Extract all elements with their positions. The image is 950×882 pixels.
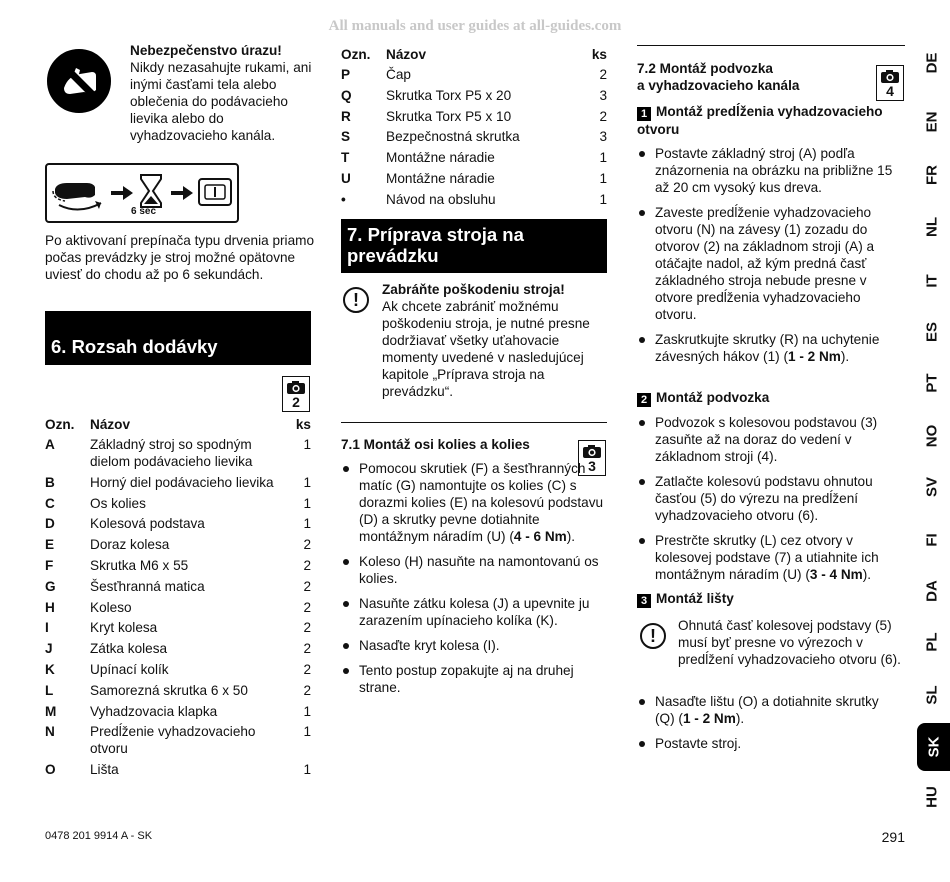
part-code: B [45,474,55,490]
part-code: E [45,537,55,553]
part-name: Vyhadzovacia klapka [90,703,218,719]
part-name: Čap [386,67,411,82]
col-name-header: Názov [90,417,131,432]
part-qty: 2 [303,557,311,573]
table-row [45,703,311,724]
torque-value: 3 - 4 Nm [809,567,863,582]
injury-warning [130,42,315,144]
part-name: Bezpečnostná skrutka [386,129,520,145]
bent-part-notice: Ohnutá časť kolesovej podstavy (5) musí byť presne vo výrezoch v predĺžení vyhadzovacieho otvoru (6). [678,618,901,667]
delivery-parts-table [45,416,311,782]
language-tab-label: DA [923,580,941,602]
language-tab-label: NO [923,424,941,448]
step-text: ). [735,711,745,726]
language-tab-label: IT [923,274,941,288]
language-tab-label: SV [923,476,941,498]
language-tab-label: FI [923,533,941,547]
section-7-2-heading [637,60,857,94]
language-tab-fr[interactable] [922,160,942,190]
torque-value: 1 - 2 Nm [787,349,841,364]
part-code: G [45,578,56,594]
switch-note: Po aktivovaní prepínača typu drvenia priamo počas prevádzky je stroj možné opätovne uviesť do chodu až po 6 sekundách. [45,233,315,282]
injury-warning-title: Nebezpečenstvo úrazu! [130,43,282,58]
torque-value: 1 - 2 Nm [682,711,736,726]
part-code: O [45,762,56,778]
col-name-header: Názov [386,47,427,62]
part-code: F [45,557,54,573]
step-2-heading [637,389,769,407]
step-text: Zaveste predĺženie vyhadzovacieho otvoru (N) na závesy (1) zozadu do otvorov (2) na základnom stroji (A) a otáčajte nadol, až kým predná časť základného stroja nebude presne v otvore predĺženia vyhadzovacieho otvoru. [655,205,875,322]
step-text: Postavte základný stroj (A) podľa znázornenia na obrázku na približne 15 až 20 cm vysoký kus dreva. [655,146,893,195]
language-tab-hu[interactable] [922,782,942,812]
step-text: Koleso (H) nasuňte na namontovanú os kolies. [359,554,599,586]
list-item [637,145,897,196]
watermark: All manuals and user guides at all-guides.com [328,18,622,34]
table-row [341,87,607,108]
table-row [341,66,607,87]
part-name: Kryt kolesa [90,620,158,636]
table-row [341,170,607,191]
table-row [341,128,607,149]
step-1-heading [637,103,887,138]
language-tab-label: EN [923,111,941,133]
part-name: Kolesová podstava [90,516,205,532]
step-number-badge: 1 [637,107,651,121]
table-row [45,495,311,516]
language-tab-label: PT [923,373,941,393]
step-text: Podvozok s kolesovou podstavou (3) zasuňte až na doraz do vedení v základnom stroji (4). [655,415,878,464]
part-code: I [45,620,49,636]
part-code: C [45,495,55,511]
list-item [637,414,897,465]
part-qty: 1 [599,170,607,186]
part-code: J [45,641,53,657]
table-row [341,191,607,212]
damage-warning-text: Ak chcete zabrániť možnému poškodeniu stroja, je nutné presne dodržiavať všetky uťahovacie momenty uvedené v nasledujúcej kapitole „Príprava stroja na prevádzku“. [382,299,590,399]
section-7-2-heading-line2: a vyhadzovacieho kanála [637,78,800,93]
table-row [45,436,311,474]
part-code: Q [341,87,352,103]
language-tab-label: PL [923,632,941,652]
part-name: Montážne náradie [386,170,495,186]
part-qty: 1 [303,474,311,490]
language-tab-label: SL [923,685,941,705]
table-row [45,682,311,703]
section-7-heading: 7. Príprava stroja na prevádzku [341,219,607,273]
step-text: Postavte stroj. [655,736,742,751]
list-item [637,331,897,365]
col-code-header: Ozn. [341,47,371,62]
step-3-heading [637,590,734,608]
language-tab-label: FR [923,165,941,185]
wheel-axle-steps [341,460,611,704]
part-qty: 1 [303,437,311,452]
camera-icon [286,380,306,395]
language-tab-pl[interactable] [922,627,942,657]
list-item [341,595,611,629]
attention-icon: ! [640,623,666,649]
col-code-header: Ozn. [45,417,75,432]
step-text: Nasaďte kryt kolesa (I). [359,638,500,653]
part-name: Zátka kolesa [90,641,168,657]
figure-number: 2 [292,394,300,410]
language-tab-label: DE [923,52,941,74]
part-qty: 1 [303,762,311,778]
part-qty: 2 [303,537,311,553]
col-qty-header: ks [591,47,607,62]
part-name: Návod na obsluhu [386,191,496,207]
step-number-badge: 2 [637,393,651,407]
list-item [341,553,611,587]
part-code: P [341,67,351,82]
table-row [45,640,311,661]
injury-warning-text: Nikdy nezasahujte rukami, ani inými časťami tela alebo oblečenia do podávacieho lievika alebo do vyhadzovacieho kanála. [130,60,312,143]
part-code: D [45,516,55,532]
part-qty: 1 [599,150,607,166]
list-item [637,693,897,727]
table-header-row [341,46,607,66]
part-qty: 2 [599,67,607,82]
part-name: Skrutka Torx P5 x 20 [386,87,512,103]
figure-number: 4 [886,83,894,99]
divider [341,422,607,423]
language-tab-label: HU [923,786,941,808]
machine-damage-warning [382,281,612,400]
list-item [341,460,611,545]
part-qty: 2 [303,599,311,615]
step-text: Zaskrutkujte skrutky (R) na uchytenie závesných hákov (1) ( [655,332,880,364]
language-tab-de[interactable] [922,48,942,78]
part-qty: 1 [303,724,311,740]
language-tab-it[interactable] [922,266,942,296]
language-tab-nl[interactable] [922,212,942,242]
camera-icon [582,444,602,459]
step-text: Tento postup zopakujte aj na druhej strane. [359,663,574,695]
step-title: Montáž predĺženia vyhadzovacieho otvoru [637,104,883,137]
step-text: ). [840,349,850,364]
col-qty-header: ks [295,417,311,432]
part-name: Os kolies [90,495,146,511]
part-code: A [45,437,55,452]
section-6-heading: 6. Rozsah dodávky [45,311,311,365]
step-text: Zatlačte kolesovú podstavu ohnutou časťou (5) do výrezu na predĺžení vyhadzovacieho otvoru (6). [655,474,873,523]
part-qty: 2 [303,578,311,594]
part-code: • [341,191,346,207]
document-code: 0478 201 9914 A - SK [45,830,153,842]
part-qty: 2 [599,108,607,124]
part-qty: 1 [303,516,311,532]
table-row [45,761,311,782]
list-item [341,662,611,696]
chute-extension-steps [637,145,897,373]
step-title: Montáž lišty [656,591,734,606]
part-code: T [341,150,350,166]
part-code: N [45,724,55,740]
table-row [45,723,311,761]
figure-4-ref [876,65,904,101]
list-item [341,637,611,654]
table-row [45,557,311,578]
step-title: Montáž podvozka [656,390,770,405]
step-text: Pomocou skrutiek (F) a šesťhranných matíc (G) namontujte os kolies (C) s dorazmi kolies (E) na kolesovú podstavu (D) a skrutky pevne dotiahnite montážnym náradím (U) ( [359,461,604,544]
list-item [637,204,897,323]
table-row [341,149,607,170]
language-tab-fi[interactable] [922,525,942,555]
language-tab-sl[interactable] [922,680,942,710]
language-tab-pt[interactable] [922,368,942,398]
list-item [637,735,897,752]
part-name: Šesťhranná matica [90,578,205,594]
step-text: Prestrčte skrutky (L) cez otvory v kolesovej podstave (7) a utiahnite ich montážnym náradím (U) ( [655,533,879,582]
part-qty: 2 [303,641,311,657]
step-text: ). [566,529,576,544]
part-name: Horný diel podávacieho lievika [90,474,274,490]
part-code: L [45,682,54,698]
part-name: Koleso [90,599,132,615]
figure-number: 3 [588,458,596,474]
language-tab-label: SK [925,736,942,758]
part-name: Základný stroj so spodným dielom podávacieho lievika [90,437,253,469]
part-qty: 2 [303,620,311,636]
delivery-parts-table-continued [341,46,607,212]
damage-warning-title: Zabráňte poškodeniu stroja! [382,282,565,297]
attention-icon: ! [343,287,369,313]
part-name: Predĺženie vyhadzovacieho otvoru [90,724,256,757]
part-qty: 2 [303,661,311,677]
part-code: H [45,599,55,615]
table-row [45,661,311,682]
table-row [45,515,311,536]
part-name: Skrutka M6 x 55 [90,557,189,573]
step-number-badge: 3 [637,594,651,608]
part-qty: 1 [303,495,311,511]
step-text: Nasuňte zátku kolesa (J) a upevnite ju zarazením upínacieho kolíka (K). [359,596,590,628]
part-qty: 2 [303,682,311,698]
part-code: S [341,129,351,145]
language-tab-no[interactable] [922,421,942,451]
list-item [637,473,897,524]
table-row [45,474,311,495]
section-7-2-heading-line1: 7.2 Montáž podvozka [637,61,773,76]
part-name: Skrutka Torx P5 x 10 [386,108,512,124]
part-name: Doraz kolesa [90,537,170,553]
step-text: ). [862,567,872,582]
table-row [45,619,311,640]
part-qty: 1 [303,703,311,719]
table-header-row [45,416,311,436]
table-row [45,599,311,620]
part-qty: 1 [599,191,607,207]
table-row [341,108,607,129]
language-tab-sk[interactable] [917,723,950,771]
figure-2-ref [282,376,310,412]
list-item [637,532,897,583]
wait-time-label: 6 sec [131,206,157,217]
section-7-1-heading: 7.1 Montáž osi kolies a kolies [341,437,530,452]
part-code: U [341,170,351,186]
part-name: Samorezná skrutka 6 x 50 [90,682,248,698]
camera-icon [880,69,900,84]
chassis-steps [637,414,897,591]
part-name: Montážne náradie [386,150,495,166]
language-tab-da[interactable] [922,576,942,606]
table-row [45,536,311,557]
page-number: 291 [881,829,905,845]
part-qty: 3 [599,129,607,145]
part-name: Upínací kolík [90,661,169,677]
step-text: Nasaďte lištu (O) a dotiahnite skrutky (Q) ( [655,694,879,726]
torque-value: 4 - 6 Nm [513,529,567,544]
divider [637,45,905,46]
part-code: K [45,661,55,677]
part-qty: 3 [599,87,607,103]
rail-steps [637,693,897,760]
part-code: M [45,703,57,719]
language-tab-label: NL [923,217,941,237]
table-row [45,578,311,599]
language-tab-es[interactable] [922,317,942,347]
language-tab-en[interactable] [922,107,942,137]
part-name: Lišta [90,762,119,778]
language-tab-sv[interactable] [922,472,942,502]
no-hands-warning-icon [46,48,112,114]
part-code: R [341,108,351,124]
language-tab-label: ES [923,321,941,343]
